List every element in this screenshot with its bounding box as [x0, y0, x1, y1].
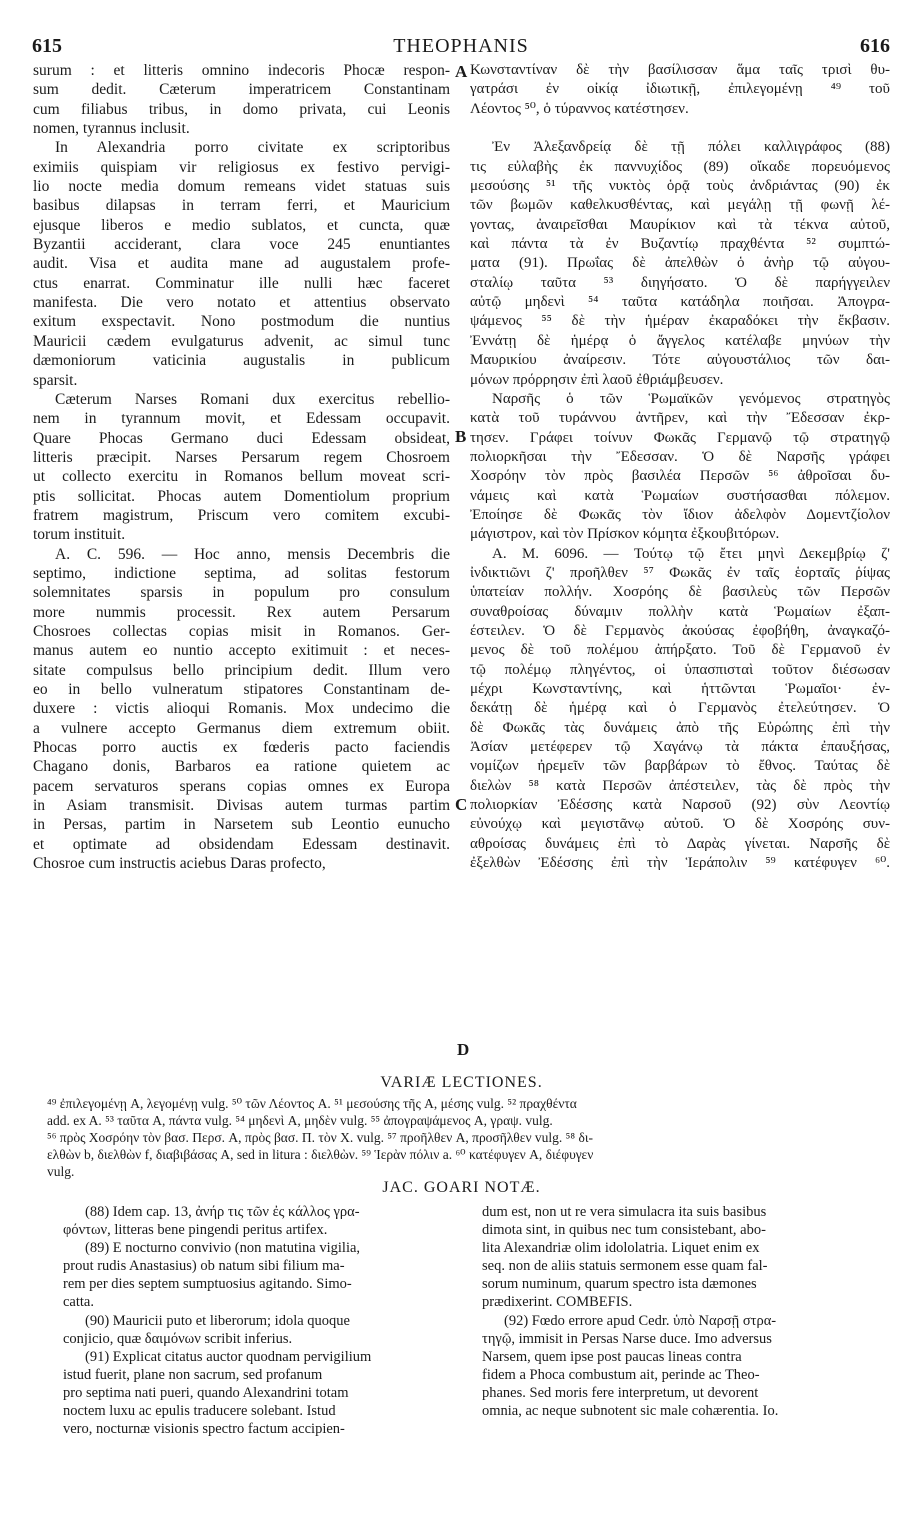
latin-text-line: Mauricii cædem evulgaturus advenit, ac simul tunc: [33, 332, 450, 350]
latin-text-line: solemnitates sparsis in populum pro consulum: [33, 584, 450, 602]
greek-text-line: τις εὐλαβὴς ἐκ παννυχίδος (89) οἴκαδε πορευόμενος: [470, 158, 890, 175]
greek-column: [470, 61, 890, 873]
latin-text-line: et optimate ad obsidendam Edessam destinavit.: [33, 835, 450, 853]
variae-lectiones: [47, 1095, 882, 1180]
greek-text-line: μάγιστρον, καὶ τὸν Πρίσκον κόμητα ἐξκουβιτόρων.: [470, 526, 780, 543]
latin-text-line: Chagano donis, Barbaros ea ratione quietem ac: [33, 758, 450, 776]
latin-text-line: audit. Visa et audita mane ad augustalem profe-: [33, 255, 450, 273]
latin-text-line: eo in bello vulneratum stipatores Constantinam de-: [33, 681, 450, 698]
latin-text-line: lio nocte media domum remeans videt statuas suis: [33, 178, 450, 196]
greek-text-line: κατὰ τοῦ τυράννου ἀντῆρεν, καὶ τὴν Ἔδεσσαν ἐκρ-: [470, 410, 890, 427]
note-line: prædixerint. COMBEFIS.: [482, 1294, 633, 1311]
latin-text-line: nem in tyrannum movit, et Edessam occupavit.: [33, 410, 450, 428]
note-line: conjicio, quæ δαιμόνων scribit inferius.: [63, 1330, 293, 1347]
note-line: (91) Explicat citatus auctor quodnam pervigilium: [85, 1348, 372, 1365]
note-line: sorum numinum, quarum spectro ista dæmones: [482, 1276, 757, 1293]
note-line: pro septima nati pueri, quando Alexandrini totam: [63, 1384, 349, 1401]
latin-text-line: nomen, tyrannus inclusit.: [33, 120, 190, 138]
greek-text-line: Ἀσίαν μετέφερεν τῷ Χαγάνῳ τὰ πάκτα ἐπαυξήσας,: [470, 739, 890, 756]
greek-text-line: νάμεις καὶ κατὰ Ῥωμαίων συστήσασθαι πόλεμον.: [470, 487, 890, 504]
margin-letter-c: C: [455, 795, 468, 814]
greek-text-line: ψάμενος ⁵⁵ δὲ τὴν ἡμέραν ἐκαραδόκει τὴν ἔκβασιν.: [470, 313, 890, 330]
latin-text-line: duxere : victis alioqui Romanis. Mox undecimo die: [33, 700, 450, 718]
latin-text-line: torum instituit.: [33, 526, 126, 544]
note-line: dum est, non ut re vera simulacra ita suis basibus: [482, 1204, 767, 1220]
note-line: catta.: [63, 1294, 94, 1311]
greek-text-line: δεκάτῃ δὲ ἡμέρᾳ καὶ ὁ Γερμανὸς ἐτελεύτησεν. Ὁ: [470, 700, 890, 717]
greek-text-line: μεσούσης ⁵¹ τῆς νυκτὸς ὁρᾷ τοὺς ἀνδριάντας (90) ἐκ: [470, 178, 890, 195]
margin-letter-a: A: [455, 62, 468, 81]
latin-text-line: cum filiabus tribus, in domo privata, cui Leonis: [33, 100, 450, 118]
note-line: omnia, ac neque subnotent sic male cohærentia. Io.: [482, 1403, 779, 1420]
greek-text-line: Ἐννάτῃ δὲ ἡμέρᾳ ὁ ἄγγελος κατέλαβε μηνύων τὴν: [470, 332, 890, 349]
greek-text-line: Ἐποίησε δὲ Φωκᾶς τὸν ἴδιον ἀδελφὸν Δομεντζίολον: [470, 506, 890, 523]
variant-reading-line: ελθὼν b, διελθὼν f, διαβιβάσας A, sed in litura : διελθὼν. ⁵⁹ Ἱερὰν πόλιν a. ⁶⁰ κατέφυγεν A, διέφυγεν: [47, 1147, 594, 1162]
notae-left-column: [63, 1203, 453, 1438]
greek-text-line: ματα (91). Πρωΐας δὲ ἀπελθὼν ὁ ἀνὴρ τῷ αὐγου-: [470, 255, 890, 272]
margin-letter-d: D: [457, 1040, 470, 1059]
greek-text-line: ἰνδικτιῶνι ζ' προῆλθεν ⁵⁷ Φωκᾶς ἐν ταῖς ἑορταῖς ῥίψας: [470, 564, 890, 581]
latin-text-line: in Persas, partim in Narsetem sub Leontio eunucho: [33, 816, 450, 834]
greek-text-line: πολιορκίαν Ἐδέσσης κατὰ Ναρσοῦ (92) σὺν Λεοντίῳ: [470, 797, 890, 814]
note-line: (88) Idem cap. 13, ἀνήρ τις τῶν ἐς κάλλος γρα-: [85, 1204, 360, 1220]
latin-column: [33, 61, 450, 873]
greek-text-line: γοντας, ἀναιρεῖσθαι Μαυρίκιον καὶ τὰ τέκνα αὐτοῦ,: [470, 216, 890, 233]
latin-text-line: septimo, indictione septima, ad solitas festorum: [33, 564, 450, 582]
greek-text-line: τῶν βωμῶν καθελκυσθέντας, καὶ μεγάλῃ τῇ φωνῇ λέ-: [470, 197, 890, 214]
greek-text-line: A. M. 6096. — Τούτῳ τῷ ἔτει μηνὶ Δεκεμβρίῳ ζ': [492, 545, 890, 562]
latin-text-line: pacem servaturos sperans copias omnes ex Europa: [33, 777, 450, 795]
page-number-left: 615: [32, 35, 62, 57]
greek-text-line: σταλίῳ ταῦτα ⁵³ διηγήσατο. Ὁ δὲ παρήγγειλεν: [470, 274, 890, 291]
latin-text-line: a vulnere accepto Germanus diem extremum obiit.: [33, 719, 450, 737]
note-line: noctem luxu ac epulis traducere solebant. Istud: [63, 1403, 336, 1420]
latin-text-line: basibus dilapsas in terram ferri, et Mauricium: [33, 197, 450, 215]
latin-text-line: ptis sollicitat. Phocas autem Domentiolum proprium: [33, 487, 450, 505]
latin-text-line: eximiis quispiam vir religiosus ex festivo pervigi-: [33, 158, 450, 176]
latin-text-line: fratrem magistrum, Priscum vero comitem excubi-: [33, 506, 450, 524]
note-line: seq. non de aliis statuis sermonem esse quam fal-: [482, 1258, 768, 1275]
running-title: THEOPHANIS: [393, 35, 529, 57]
note-line: (90) Mauricii puto et liberorum; idola quoque: [85, 1312, 350, 1329]
greek-text-line: έστειλεν. Ὁ δὲ Γερμανὸς ἀκούσας ἐφοβήθη, ἀναγκαζό-: [470, 622, 890, 639]
note-line: lita Alexandriæ olim idololatria. Liquet enim ex: [482, 1240, 760, 1257]
greek-text-line: δὲ Φωκᾶς τὰς δυνάμεις ἀπὸ τῆς Εὐρώπης ἐπὶ τὴν: [470, 719, 890, 736]
note-line: rem per dies septem sumptuosius agitando. Simo-: [63, 1276, 352, 1293]
greek-text-line: μενος δὲ τοῦ πολέμου ἀπήρξατο. Τοῦ δὲ Γερμανοῦ ἐν: [470, 642, 890, 659]
variant-reading-line: ⁵⁶ πρὸς Χοσρόην τὸν βασ. Περσ. A, πρὸς βασ. Π. τὸν Χ. vulg. ⁵⁷ προῆλθεν A, προσῆλθεν vulg. ⁵⁸ δι-: [47, 1130, 593, 1145]
note-line: phanes. Sed moris fere interpretum, ut devorent: [482, 1384, 759, 1401]
greek-text-line: [470, 119, 890, 138]
greek-text-line: εὐνούχῳ καὶ μεγιστᾶνῳ αὐτοῦ. Ὁ δὲ Χοσρόης συν-: [470, 816, 890, 833]
greek-text-line: Μαυρικίου ἀναίρεσιν. Τότε αὐγουστάλιος τῶν δαι-: [470, 352, 890, 369]
latin-text-line: surum : et litteris omnino indecoris Phocæ respon-: [33, 62, 450, 79]
note-line: istud fuerit, plane non sacrum, sed profanum: [63, 1366, 323, 1383]
variant-reading-line: vulg.: [47, 1164, 75, 1179]
notae-right-column: [482, 1203, 887, 1420]
variant-reading-line: add. ex A. ⁵³ ταῦτα A, πάντα vulg. ⁵⁴ μηδενὶ A, μηδὲν vulg. ⁵⁵ ἀπογραψάμενος A, γραψ. vulg.: [47, 1113, 553, 1128]
latin-text-line: in Asiam transmisit. Divisas autem turmas partim: [33, 797, 450, 815]
greek-text-line: αθροίσας δυνάμεις ἐπὶ τὸ Δαρὰς γίνεται. Ναρσῆς δὲ: [470, 835, 890, 852]
note-line: prout rudis Anastasius) ob natum sibi filium ma-: [63, 1258, 345, 1275]
latin-text-line: Cæterum Narses Romani dux exercitus rebellio-: [55, 390, 450, 408]
greek-text-line: τῷ πολέμῳ πληγέντος, οἱ ὑπασπισταὶ τοῦτον διέσωσαν: [470, 661, 890, 678]
note-line: dimota sint, in quibus nec tum consistebant, abo-: [482, 1222, 766, 1239]
greek-text-line: πολιορκῆσαι τὴν Ἔδεσσαν. Ὁ δὲ Ναρσῆς γράφει: [470, 448, 890, 465]
note-line: fidem a Phoca combustum ait, perinde ac Theo-: [482, 1366, 760, 1383]
greek-text-line: μέχρι Κωνσταντίνης, καὶ ἡττῶνται Ῥωμαῖοι· ἐν-: [470, 681, 890, 697]
latin-text-line: sparsit.: [33, 371, 78, 389]
note-line: vero, nocturnæ visionis spectro factum accipien-: [63, 1421, 345, 1438]
latin-text-line: Phocas porro auctis ex fœderis pacto faciendis: [33, 739, 450, 757]
notae-heading: JAC. GOARI NOTÆ.: [382, 1179, 541, 1196]
latin-text-line: Byzantii acciderant, clara voce 245 enuntiantes: [33, 236, 450, 254]
page-number-right: 616: [860, 35, 890, 57]
greek-text-line: καὶ πάντα τὰ ἐν Βυζαντίῳ πραχθέντα ⁵² συμπτώ-: [470, 236, 890, 253]
variae-lectiones-heading: VARIÆ LECTIONES.: [380, 1074, 543, 1091]
margin-letter-b: B: [455, 427, 467, 446]
latin-text-line: Chosroe cum instructis aciebus Daras profecto,: [33, 855, 326, 873]
greek-text-line: Ἐν Ἀλεξανδρείᾳ δὲ τῇ πόλει καλλιγράφος (88): [492, 139, 890, 156]
greek-text-line: Χοσρόην τὸν πρὸς βασιλέα Περσῶν ⁵⁶ ἀθροῖσαι δυ-: [470, 468, 890, 485]
latin-text-line: sitate compulsus bello principium dedit. Illum vero: [33, 661, 450, 679]
variant-reading-line: ⁴⁹ ἐπιλεγομένῃ A, λεγομένῃ vulg. ⁵⁰ τῶν Λέοντος A. ⁵¹ μεσούσης τῆς A, μέσης vulg. ⁵² πραχθέντα: [47, 1096, 577, 1111]
greek-text-line: Λέοντος ⁵⁰, ὁ τύραννος κατέστησεν.: [470, 100, 689, 117]
latin-text-line: In Alexandria porro civitate ex scriptoribus: [55, 139, 450, 157]
greek-text-line: Ναρσῆς ὁ τῶν Ῥωμαϊκῶν γενόμενος στρατηγὸς: [492, 390, 890, 407]
greek-text-line: διελὼν ⁵⁸ κατὰ Περσῶν ἀπέστειλεν, τὰς δὲ πρὸς τὴν: [470, 777, 890, 794]
greek-text-line: νομίζων ἠρεμεῖν τῶν βαρβάρων τὸ ἔθνος. Ταύτας δὲ: [470, 758, 890, 775]
greek-text-line: τησεν. Γράφει τοίνυν Φωκᾶς Γερμανῷ τῷ στρατηγῷ: [470, 429, 890, 446]
latin-text-line: ejusque liberos e medio sublatos, et cuncta, quæ: [33, 216, 450, 234]
latin-text-line: litteris præcipit. Narses Persarum regem Chosroem: [33, 448, 450, 466]
greek-text-line: συναθροίσας δύναμιν πολλὴν κατὰ Ῥωμαίων ἐξαπ-: [470, 603, 890, 620]
latin-text-line: sum dedit. Cæterum imperatricem Constantinam: [33, 81, 450, 99]
greek-text-line: Κωνσταντίναν δὲ τὴν βασίλισσαν ἅμα ταῖς τρισὶ θυ-: [470, 62, 890, 78]
greek-text-line: μόνων πρόρρησιν ἐπὶ λαοῦ ἐθριάμβευσεν.: [470, 371, 724, 388]
latin-text-line: A. C. 596. — Hoc anno, mensis Decembris die: [55, 545, 450, 563]
greek-text-line: ὑπατείαν πολλήν. Χοσρόης δὲ βασιλεὺς τῶν Περσῶν: [470, 584, 890, 601]
running-header: [32, 34, 890, 58]
note-line: Narsem, quem ipse post paucas lineas contra: [482, 1348, 742, 1365]
greek-text-line: γατράσι ἐν οἰκίᾳ ἰδιωτικῇ, ἐπιλεγομένῃ ⁴⁹ τοῦ: [470, 81, 890, 98]
note-line: τηγῷ, immisit in Persas Narse duce. Imo adversus: [482, 1330, 772, 1347]
latin-text-line: manifesta. Die vero notato et attentius observato: [33, 294, 450, 312]
latin-text-line: Quare Phocas Germano duci Edessam obsideat,: [33, 429, 450, 447]
note-line: (92) Fœdo errore apud Cedr. ὑπὸ Ναρσῇ στρα-: [504, 1312, 777, 1329]
latin-text-line: exitum exspectavit. Nono postmodum die nuntius: [33, 313, 450, 331]
latin-text-line: more nummis processit. Rex autem Persarum: [33, 603, 450, 621]
latin-text-line: ctus enarrat. Comminatur ille nulli hæc faceret: [33, 274, 450, 292]
latin-text-line: dæmoniorum vaticinia augustalis in publicum: [33, 352, 450, 370]
greek-text-line: ἐξελθὼν Ἐδέσσης ἐπὶ τὴν Ἱεράπολιν ⁵⁹ κατέφυγεν ⁶⁰.: [470, 855, 890, 872]
latin-text-line: manus autem eo nuntio accepto exitimuit : et neces-: [33, 642, 450, 660]
note-line: (89) E nocturno convivio (non matutina vigilia,: [85, 1240, 361, 1257]
note-line: φόντων, litteras bene pingendi peritus artifex.: [63, 1222, 328, 1239]
greek-text-line: αὐτῷ μηδενὶ ⁵⁴ ταῦτα κατάδηλα ποιῆσαι. Ἀπογρα-: [470, 294, 890, 311]
latin-text-line: ut collecto exercitu in Romanos bellum moveat scri-: [33, 468, 450, 486]
latin-text-line: Chosroes collectas copias misit in Romanos. Ger-: [33, 622, 450, 640]
